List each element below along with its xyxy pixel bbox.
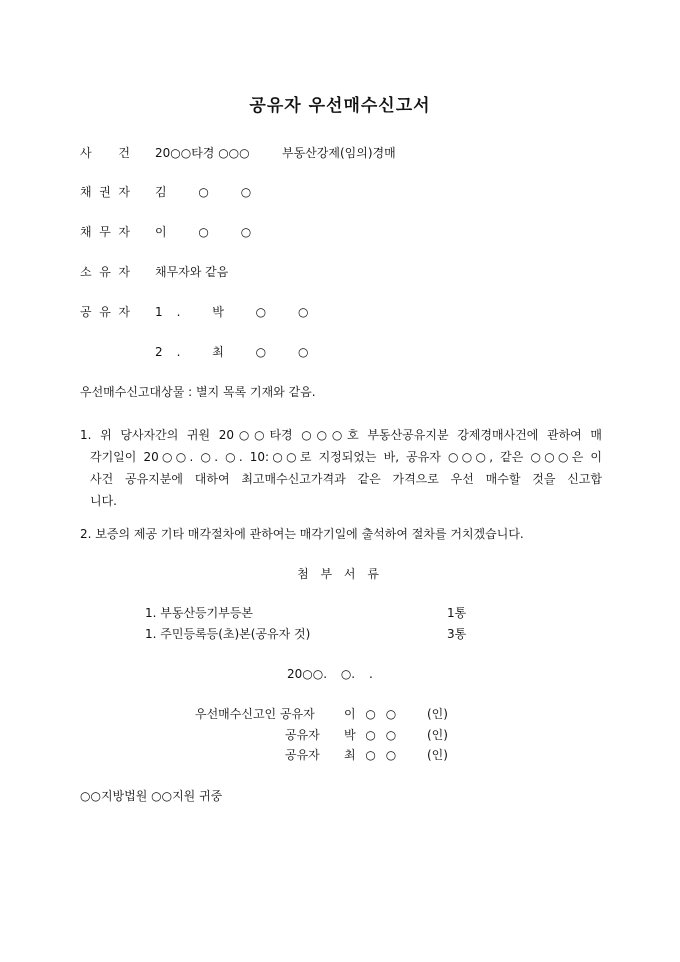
signature-name: 최 ○ ○ (344, 748, 397, 762)
signature-prefix: 공유자 (285, 748, 320, 762)
signature-name: 이 ○ ○ (344, 707, 397, 721)
case-type: 부동산강제(임의)경매 (282, 146, 396, 160)
paragraph-2: 2. 보증의 제공 기타 매각절차에 관하여는 매각기일에 출석하여 절차를 거치겠습니다. (80, 527, 524, 541)
coowner-label: 공 유 자 (80, 305, 130, 319)
signature-prefix: 공유자 (285, 728, 320, 742)
owner-value: 채무자와 같음 (155, 265, 229, 279)
attachment-item-name: 1. 부동산등기부등본 (145, 606, 254, 620)
signature-seal: (인) (427, 707, 448, 721)
attachment-item-qty: 3통 (447, 627, 467, 641)
document-title: 공유자 우선매수신고서 (249, 96, 431, 116)
signature-seal: (인) (427, 728, 448, 742)
debtor-label: 채 무 자 (80, 225, 130, 239)
creditor-label: 채 권 자 (80, 185, 130, 199)
paragraph-1 (80, 424, 602, 512)
document-date: 20○○. ○. . (287, 667, 373, 681)
paragraph-1-line: 1. 위 당사자간의 귀원 20○○타경 ○○○호 부동산공유지분 강제경매사건에 관하여 매 (80, 428, 602, 442)
attachment-item-qty: 1통 (447, 606, 467, 620)
signature-prefix: 우선매수신고인 공유자 (195, 707, 315, 721)
creditor-name: 김 ○ ○ (155, 185, 266, 199)
target-property: 우선매수신고대상물 : 별지 목록 기재와 같음. (80, 385, 316, 399)
owner-label: 소 유 자 (80, 265, 130, 279)
debtor-name: 이 ○ ○ (155, 225, 266, 239)
attachment-item-name: 1. 주민등록등(초)본(공유자 것) (145, 627, 311, 641)
coowner-item: 1. 박 ○ ○ (155, 305, 323, 319)
addressee: ○○지방법원 ○○지원 귀중 (80, 789, 223, 803)
signature-seal: (인) (427, 748, 448, 762)
signature-name: 박 ○ ○ (344, 728, 397, 742)
attachments-heading: 첨 부 서 류 (297, 567, 383, 581)
case-number: 20○○타경 ○○○ (155, 146, 250, 160)
case-label: 사 건 (80, 146, 130, 160)
paragraph-1-line: 사건 공유지분에 대하여 최고매수신고가격과 같은 가격으로 우선 매수할 것을 신고합 (90, 472, 602, 486)
paragraph-1-line: 각기일이 20○○. ○. ○. 10:○○로 지정되었는 바, 공유자 ○○○, 같은 ○○○은 이 (90, 450, 602, 464)
coowner-item: 2. 최 ○ ○ (155, 345, 323, 359)
paragraph-1-line: 니다. (90, 494, 117, 508)
